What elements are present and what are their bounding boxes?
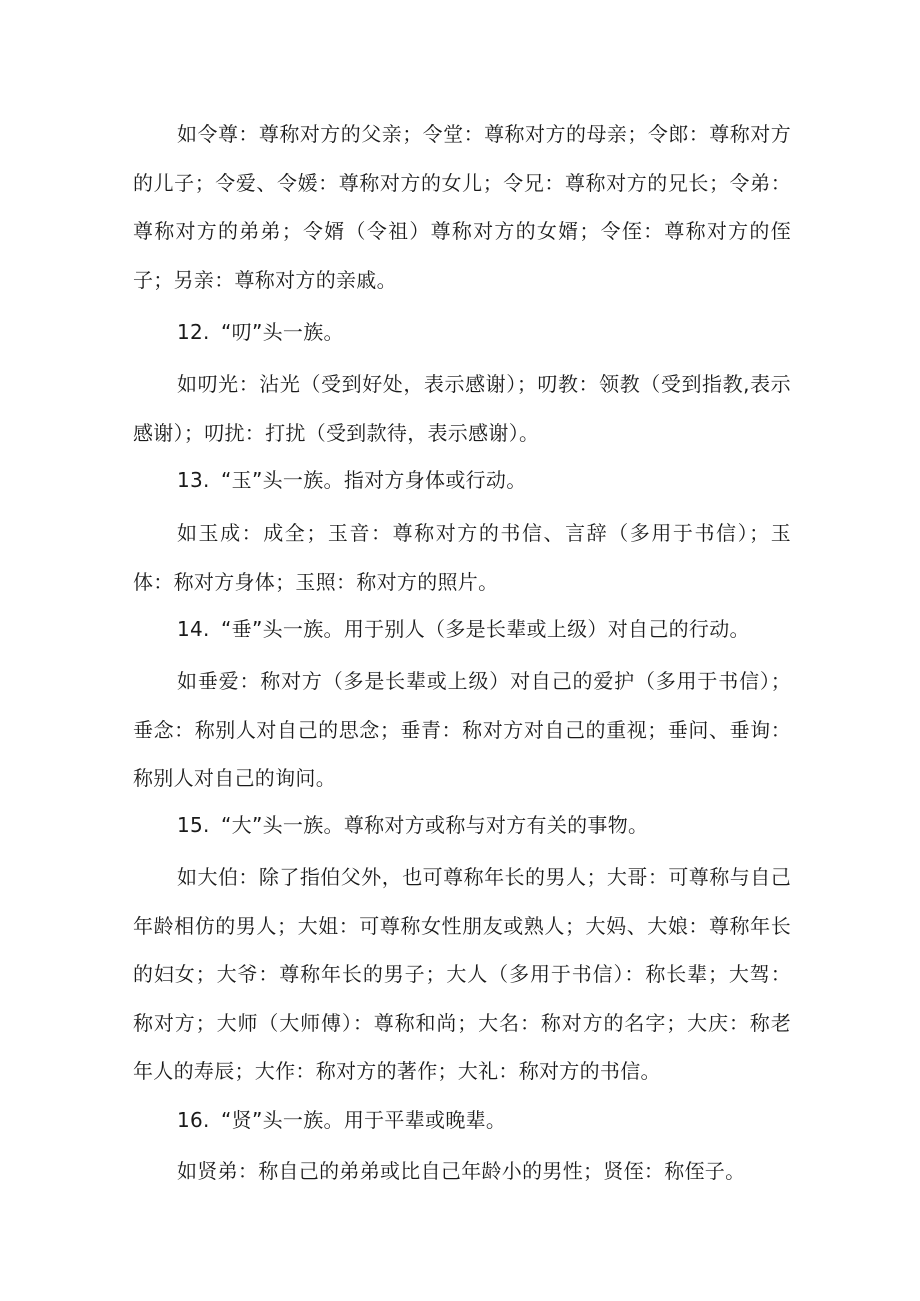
heading-text: “玉”头一族。指对方身体或行动。: [221, 468, 527, 492]
heading-14: [177, 605, 750, 654]
heading-15: [177, 801, 648, 850]
heading-number: 14.: [177, 617, 210, 641]
heading-13: [177, 456, 527, 505]
heading-16: [177, 1096, 506, 1145]
heading-12: [177, 308, 344, 357]
heading-text: “大”头一族。尊称对方或称与对方有关的事物。: [221, 813, 649, 837]
paragraph-ling-examples: 如令尊：尊称对方的父亲；令堂：尊称对方的母亲；令郎：尊称对方的儿子；令爱、令媛：尊称对方的女儿；令兄：尊称对方的兄长；令弟：尊称对方的弟弟；令婿（令祖）尊称对方的女婿；令侄：尊称对方的侄子；另亲：尊称对方的亲戚。: [133, 122, 791, 292]
paragraph-da-examples: 如大伯：除了指伯父外，也可尊称年长的男人；大哥：可尊称与自己年龄相仿的男人；大姐：可尊称女性朋友或熟人；大妈、大娘：尊称年长的妇女；大爷：尊称年长的男子；大人（多用于书信）：称长辈；大驾：称对方；大师（大师傅）：尊称和尚；大名：称对方的名字；大庆：称老年人的寿辰；大作：称对方的著作；大礼：称对方的书信。: [133, 865, 791, 1083]
heading-text: “贤”头一族。用于平辈或晚辈。: [221, 1108, 507, 1132]
paragraph-xian-examples: 如贤弟：称自己的弟弟或比自己年龄小的男性；贤侄：称侄子。: [177, 1159, 746, 1183]
heading-number: 15.: [177, 813, 210, 837]
heading-text: “叨”头一族。: [221, 320, 344, 344]
heading-number: 13.: [177, 468, 210, 492]
heading-number: 12.: [177, 320, 210, 344]
paragraph-dao-examples: 如叨光：沾光（受到好处，表示感谢）；叨教：领教（受到指教,表示感谢）；叨扰：打扰（受到款待，表示感谢）。: [133, 372, 791, 445]
paragraph-chui-examples: 如垂爱：称对方（多是长辈或上级）对自己的爱护（多用于书信）；垂念：称别人对自己的思念；垂青：称对方对自己的重视；垂问、垂询：称别人对自己的询问。: [133, 669, 791, 790]
heading-text: “垂”头一族。用于别人（多是长辈或上级）对自己的行动。: [221, 617, 750, 641]
heading-number: 16.: [177, 1108, 210, 1132]
paragraph-yu-examples: 如玉成：成全；玉音：尊称对方的书信、言辞（多用于书信）；玉体：称对方身体；玉照：称对方的照片。: [133, 521, 791, 594]
